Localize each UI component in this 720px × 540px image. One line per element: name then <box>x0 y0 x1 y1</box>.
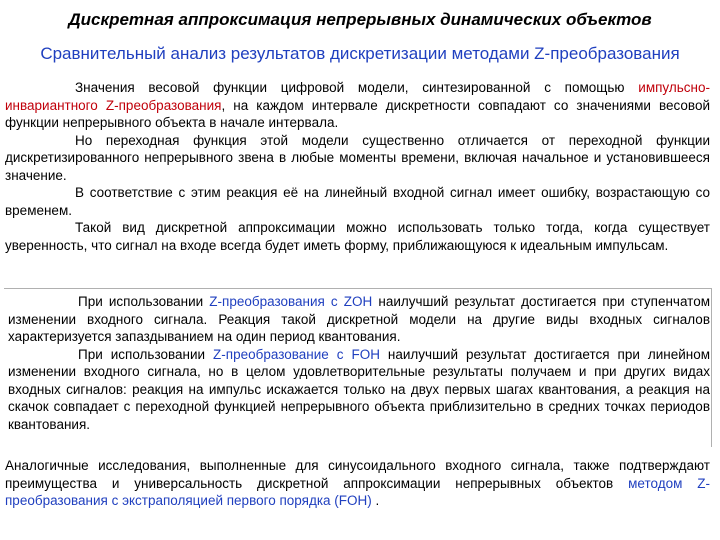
impulse-invariant-term: импульсно-инвариантного Z-преобразования <box>5 80 710 113</box>
text: При использовании <box>78 294 210 309</box>
paragraph-step-response: Но переходная функция этой модели существенно отличается от переходной функции дискретизированного непрерывного звена в любые моменты времени, включая начальное и установившееся значение. <box>5 132 710 183</box>
intro-text-block <box>5 79 710 254</box>
zoh-foh-text-block <box>8 293 710 433</box>
text: . <box>371 493 380 508</box>
paragraph-conclusion <box>5 457 710 510</box>
foh-term: Z-преобразование с FOH <box>213 346 380 362</box>
paragraph-impulse-invariant <box>5 79 710 132</box>
text: наилучший результат достигается при ступенчатом изменении входного сигнала. Реакция такой дискретной модели на другие виды входных сигналов характеризуется запаздыванием на один период квантования. <box>8 294 710 344</box>
paragraph-foh <box>8 346 710 434</box>
conclusion-text-block <box>5 457 710 510</box>
slide-title: Дискретная аппроксимация непрерывных динамических объектов <box>68 10 652 29</box>
text: , на каждом интервале дискретности совпадают со значениями весовой функции непрерывного объекта в начале интервала. <box>5 97 710 130</box>
foh-method-term: методом Z-преобразования с экстраполяцией первого порядка (FOH) <box>5 475 711 508</box>
text: Значения весовой функции цифровой модели, синтезированной с помощью <box>75 80 639 95</box>
zoh-term: Z-преобразования с ZOH <box>209 294 373 309</box>
slide-subtitle: Сравнительный анализ результатов дискретизации методами Z-преобразования <box>40 44 680 63</box>
text: При использовании <box>78 346 214 362</box>
paragraph-ramp-error: В соответствие с этим реакция её на линейный входной сигнал имеет ошибку, возрастающую со временем. <box>5 185 710 218</box>
paragraph-usage-condition: Такой вид дискретной аппроксимации можно использовать только тогда, когда существует уверенность, что сигнал на входе всегда будет иметь форму, приближающуюся к идеальным импульсам. <box>5 220 710 253</box>
text: Аналогичные исследования, выполненные для синусоидального входного сигнала, также подтверждают преимущества и универсальность дискретной аппроксимации непрерывных объектов <box>5 458 710 491</box>
paragraph-zoh <box>8 293 710 346</box>
text: наилучший результат достигается при линейном изменении входного сигнала, но в целом удовлетворительные результаты получаем и при других видах входных сигналов: реакция на импульс искажается только на двух первых шагах квантования, а реакция на скачок совпадает с переходной функцией непрерывного объекта приблизительно в средних точках периодов квантования. <box>8 346 711 432</box>
